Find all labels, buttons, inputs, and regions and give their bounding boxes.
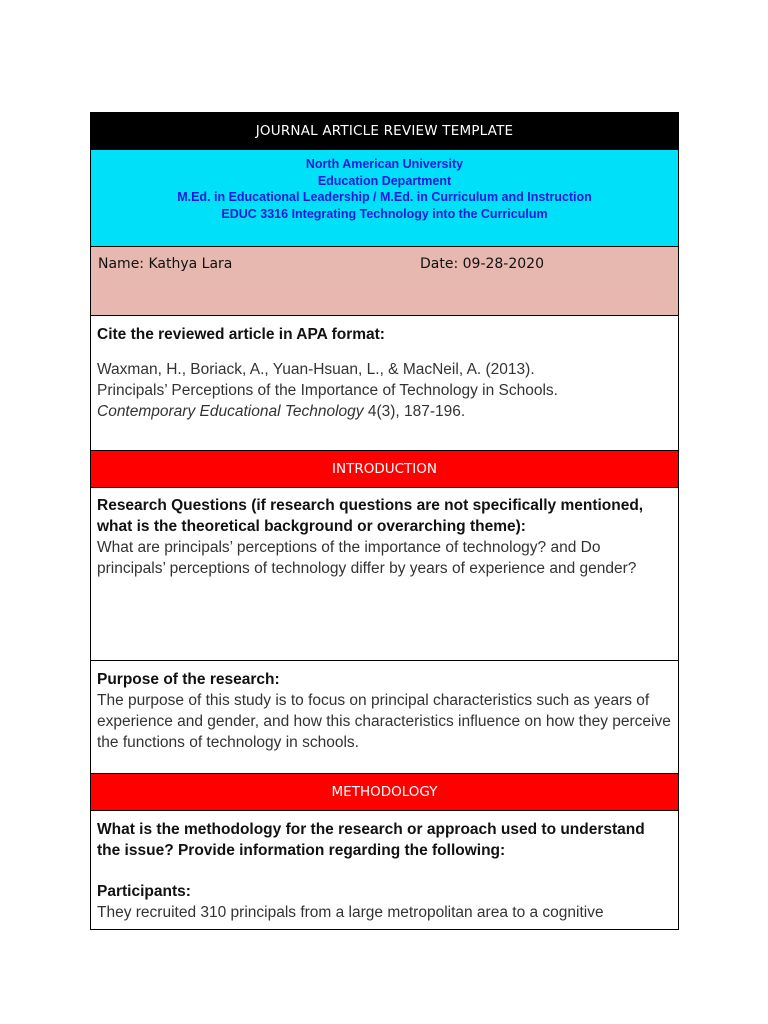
introduction-section-bar bbox=[91, 451, 678, 488]
citation-article-title: Principals’ Perceptions of the Importance of Technology in Schools. bbox=[97, 382, 558, 399]
participants-heading: Participants: bbox=[97, 883, 191, 900]
course-name: EDUC 3316 Integrating Technology into the Curriculum bbox=[221, 206, 548, 221]
template-title-bar bbox=[91, 113, 678, 150]
citation-authors: Waxman, H., Boriack, A., Yuan-Hsuan, L., & MacNeil, A. (2013). bbox=[97, 361, 535, 378]
student-name: Name: Kathya Lara bbox=[98, 256, 233, 272]
citation-source bbox=[97, 401, 672, 422]
purpose-answer: The purpose of this study is to focus on principal characteristics such as years of experience and gender, and how this characteristics influence on how they perceive the functions of technology in schools. bbox=[97, 692, 671, 751]
citation-block bbox=[91, 316, 678, 451]
university-name: North American University bbox=[305, 157, 464, 171]
methodology-block bbox=[91, 811, 678, 930]
participants-answer: They recruited 310 principals from a large metropolitan area to a cognitive bbox=[97, 904, 604, 921]
purpose-heading: Purpose of the research: bbox=[97, 671, 280, 688]
review-date: Date: 09-28-2020 bbox=[420, 256, 544, 272]
methodology-label: METHODOLOGY bbox=[331, 784, 438, 800]
citation-journal: Contemporary Educational Technology bbox=[97, 403, 364, 420]
purpose-block bbox=[91, 661, 678, 774]
research-questions-heading: Research Questions (if research questions are not specifically mentioned, what is the theoretical background or overarching theme): bbox=[97, 497, 644, 535]
methodology-section-bar bbox=[91, 774, 678, 811]
program-names: M.Ed. in Educational Leadership / M.Ed. in Curriculum and Instruction bbox=[177, 190, 592, 204]
methodology-heading: What is the methodology for the research or approach used to understand the issue? Provide information regarding the following: bbox=[97, 821, 645, 859]
citation-details: 4(3), 187-196. bbox=[363, 403, 466, 420]
student-info-block bbox=[91, 247, 678, 316]
citation-heading: Cite the reviewed article in APA format: bbox=[97, 326, 385, 343]
research-questions-block bbox=[91, 488, 678, 661]
research-questions-answer: What are principals’ perceptions of the importance of technology? and Do principals’ perceptions of technology differ by years of experience and gender? bbox=[97, 539, 637, 577]
template-title: JOURNAL ARTICLE REVIEW TEMPLATE bbox=[255, 123, 514, 139]
citation-text bbox=[97, 359, 672, 422]
department-name: Education Department bbox=[317, 173, 452, 188]
introduction-label: INTRODUCTION bbox=[332, 461, 437, 477]
university-info-block bbox=[91, 150, 678, 247]
review-template-table bbox=[90, 112, 679, 930]
